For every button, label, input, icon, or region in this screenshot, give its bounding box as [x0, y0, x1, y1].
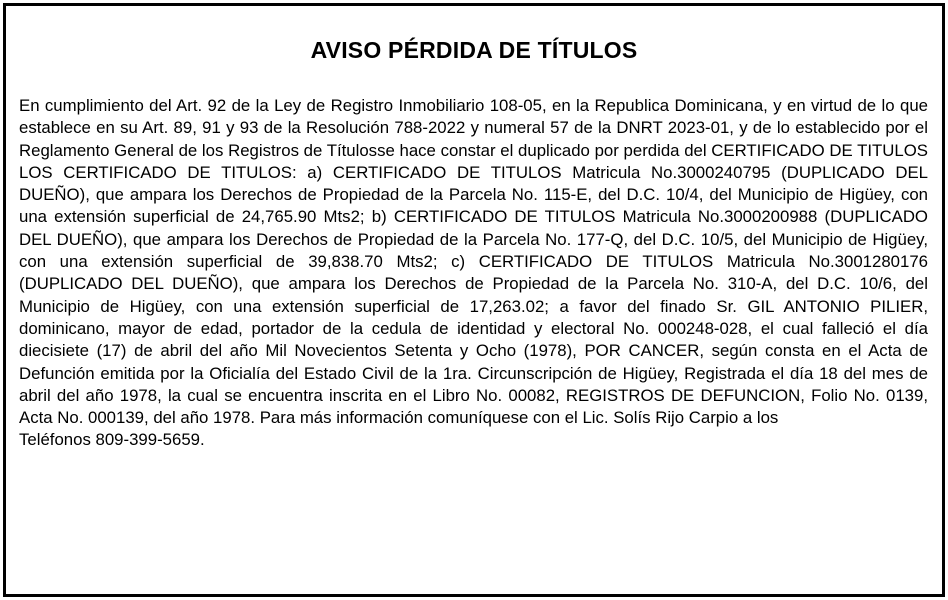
notice-title: AVISO PÉRDIDA DE TÍTULOS: [310, 37, 638, 63]
notice-body: En cumplimiento del Art. 92 de la Ley de Registro Inmobiliario 108-05, en la Republica Dominicana, y en virtud de lo que establece en su Art. 89, 91 y 93 de la Resolución 788-2022 y numeral 57 de la DNRT 2023-01, y de lo establecido por el Reglamento General de los Registros de Títulosse hace constar el duplicado por perdida del CERTIFICADO DE TITULOS LOS CERTIFICADO DE TITULOS: a) CERTIFICADO DE TITULOS Matricula No.3000240795 (DUPLICADO DEL DUEÑO), que ampara los Derechos de Propiedad de la Parcela No. 115-E, del D.C. 10/4, del Municipio de Higüey, con una extensión superficial de 24,765.90 Mts2; b) CERTIFICADO DE TITULOS Matricula No.3000200988 (DUPLICADO DEL DUEÑO), que ampara los Derechos de Propiedad de la Parcela No. 177-Q, del D.C. 10/5, del Municipio de Higüey, con una extensión superficial de 39,838.70 Mts2; c) CERTIFICADO DE TITULOS Matricula No.3001280176 (DUPLICADO DEL DUEÑO), que ampara los Derechos de Propiedad de la Parcela No. 310-A, del D.C. 10/6, del Municipio de Higüey, con una extensión superficial de 17,263.02; a favor del finado Sr. GIL ANTONIO PILIER, dominicano, mayor de edad, portador de la cedula de identidad y electoral No. 000248-028, el cual falleció el día diecisiete (17) de abril del año Mil Novecientos Setenta y Ocho (1978), POR CANCER, según consta en el Acta de Defunción emitida por la Oficialía del Estado Civil de la 1ra. Circunscripción de Higüey, Registrada el día 18 del mes de abril del año 1978, la cual se encuentra inscrita en el Libro No. 00082, REGISTROS DE DEFUNCION, Folio No. 0139, Acta No. 000139, del año 1978. Para más información comuníquese con el Lic. Solís Rijo Carpio a los Teléfonos 809-399-5659.: [19, 96, 928, 450]
notice-frame: [3, 3, 945, 597]
